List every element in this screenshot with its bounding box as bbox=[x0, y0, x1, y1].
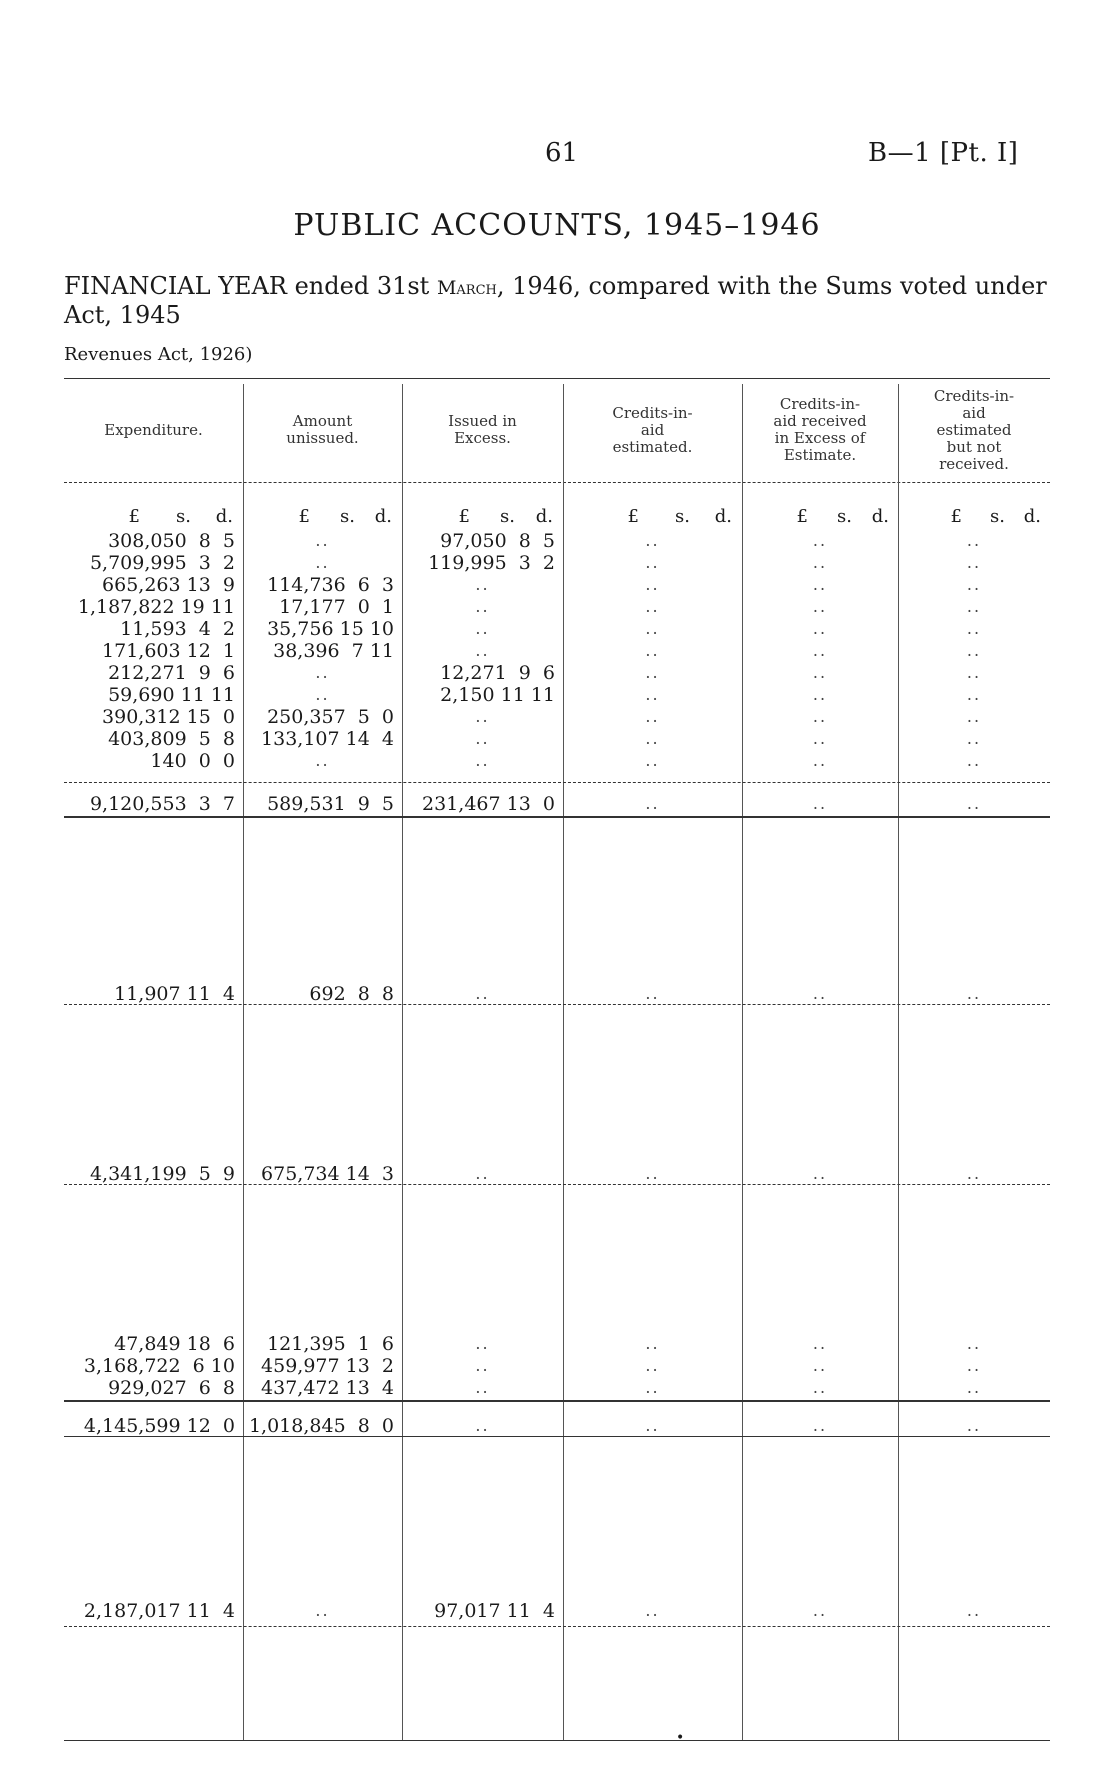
empty-cell: .. bbox=[645, 794, 660, 813]
empty-cell: .. bbox=[645, 575, 660, 594]
rule-line bbox=[64, 816, 1050, 818]
empty-cell: .. bbox=[475, 984, 490, 1003]
column-heading-text: Issued in Excess. bbox=[448, 412, 517, 447]
amount: 47,849 18 6 bbox=[114, 1333, 235, 1355]
total-amount: 4,145,599 12 0 bbox=[83, 1415, 235, 1437]
subtitle-part: , 1946, compared with the Sums voted under bbox=[496, 272, 1047, 300]
column-heading-text: Credits-in-aid estimated. bbox=[612, 403, 693, 456]
empty-cell: .. bbox=[315, 751, 330, 770]
empty-cell: .. bbox=[966, 1334, 982, 1353]
empty-cell: .. bbox=[812, 1601, 828, 1620]
column-divider bbox=[243, 384, 244, 1740]
empty-cell: .. bbox=[966, 641, 982, 660]
amount: 59,690 11 11 bbox=[108, 684, 235, 706]
currency-units bbox=[64, 506, 235, 527]
empty-cell: .. bbox=[475, 1334, 490, 1353]
total-amount: 9,120,553 3 7 bbox=[89, 793, 235, 815]
empty-cell: .. bbox=[475, 729, 490, 748]
total-amount: 231,467 13 0 bbox=[422, 793, 555, 815]
empty-cell: .. bbox=[315, 685, 330, 704]
total-amount: 692 8 8 bbox=[309, 983, 394, 1005]
column-heading bbox=[742, 380, 898, 480]
empty-cell: .. bbox=[966, 1378, 982, 1397]
empty-cell: .. bbox=[812, 1164, 828, 1183]
empty-cell: .. bbox=[812, 553, 828, 572]
empty-cell: .. bbox=[475, 751, 490, 770]
empty-cell: .. bbox=[645, 685, 660, 704]
empty-cell: .. bbox=[812, 729, 828, 748]
unit-shilling: s. bbox=[990, 506, 1005, 527]
subtitle-act: Act, 1945 bbox=[64, 301, 181, 329]
empty-cell: .. bbox=[812, 1416, 828, 1435]
subtitle-part: FINANCIAL YEAR ended 31st bbox=[64, 272, 437, 300]
empty-cell: .. bbox=[812, 984, 828, 1003]
unit-penny: d. bbox=[215, 506, 233, 527]
amount: 140 0 0 bbox=[150, 750, 235, 772]
unit-penny: d. bbox=[871, 506, 889, 527]
amount: 437,472 13 4 bbox=[261, 1377, 394, 1399]
empty-cell: .. bbox=[966, 685, 982, 704]
unit-pound: £ bbox=[627, 506, 639, 527]
empty-cell: .. bbox=[966, 663, 982, 682]
unit-penny: d. bbox=[714, 506, 732, 527]
empty-cell: .. bbox=[966, 1601, 982, 1620]
subtitle-month: March bbox=[436, 277, 497, 299]
total-amount: 11,907 11 4 bbox=[114, 983, 235, 1005]
column-heading bbox=[243, 380, 402, 480]
empty-cell: .. bbox=[966, 794, 982, 813]
empty-cell: .. bbox=[812, 794, 828, 813]
empty-cell: .. bbox=[966, 597, 982, 616]
empty-cell: .. bbox=[475, 1356, 490, 1375]
empty-cell: .. bbox=[812, 1334, 828, 1353]
total-amount: 4,341,199 5 9 bbox=[89, 1163, 235, 1185]
empty-cell: .. bbox=[812, 575, 828, 594]
total-amount: 589,531 9 5 bbox=[267, 793, 394, 815]
empty-cell: .. bbox=[475, 575, 490, 594]
amount: 97,050 8 5 bbox=[440, 530, 555, 552]
empty-cell: .. bbox=[812, 619, 828, 638]
empty-cell: .. bbox=[475, 619, 490, 638]
empty-cell: .. bbox=[475, 707, 490, 726]
empty-cell: .. bbox=[966, 619, 982, 638]
total-amount: 1,018,845 8 0 bbox=[248, 1415, 394, 1437]
amount: 929,027 6 8 bbox=[108, 1377, 235, 1399]
document-reference: B—1 [Pt. I] bbox=[868, 138, 1019, 168]
amount: 38,396 7 11 bbox=[273, 640, 394, 662]
empty-cell: .. bbox=[812, 663, 828, 682]
unit-pound: £ bbox=[796, 506, 808, 527]
empty-cell: .. bbox=[812, 531, 828, 550]
empty-cell: .. bbox=[966, 984, 982, 1003]
empty-cell: .. bbox=[966, 553, 982, 572]
currency-units bbox=[563, 506, 734, 527]
rule-line bbox=[64, 1436, 1050, 1437]
column-heading bbox=[563, 380, 742, 480]
amount: 119,995 3 2 bbox=[428, 552, 555, 574]
empty-cell: .. bbox=[315, 553, 330, 572]
amount: 212,271 9 6 bbox=[108, 662, 235, 684]
amount: 5,709,995 3 2 bbox=[89, 552, 235, 574]
amount: 665,263 13 9 bbox=[102, 574, 235, 596]
empty-cell: .. bbox=[475, 1164, 490, 1183]
empty-cell: .. bbox=[645, 1356, 660, 1375]
rule-line bbox=[64, 1400, 1050, 1402]
empty-cell: .. bbox=[645, 984, 660, 1003]
unit-penny: d. bbox=[374, 506, 392, 527]
page-number: 61 bbox=[545, 138, 579, 168]
unit-shilling: s. bbox=[500, 506, 515, 527]
unit-penny: d. bbox=[535, 506, 553, 527]
amount: 133,107 14 4 bbox=[261, 728, 394, 750]
empty-cell: .. bbox=[812, 641, 828, 660]
column-heading-text: Credits-in-aid received in Excess of Estimate. bbox=[773, 395, 867, 464]
empty-cell: .. bbox=[812, 707, 828, 726]
rule-line bbox=[64, 1004, 1050, 1005]
currency-units bbox=[742, 506, 890, 527]
column-heading-text: Credits-in-aid estimated but not received. bbox=[933, 386, 1015, 473]
total-amount: 97,017 11 4 bbox=[434, 1600, 555, 1622]
empty-cell: .. bbox=[812, 597, 828, 616]
empty-cell: .. bbox=[966, 729, 982, 748]
empty-cell: .. bbox=[812, 751, 828, 770]
empty-cell: .. bbox=[475, 597, 490, 616]
empty-cell: .. bbox=[966, 1164, 982, 1183]
rule-line bbox=[64, 378, 1050, 379]
rule-line bbox=[64, 1184, 1050, 1185]
unit-shilling: s. bbox=[176, 506, 191, 527]
empty-cell: .. bbox=[645, 553, 660, 572]
unit-shilling: s. bbox=[837, 506, 852, 527]
unit-penny: d. bbox=[1023, 506, 1041, 527]
unit-pound: £ bbox=[128, 506, 140, 527]
total-amount: 2,187,017 11 4 bbox=[83, 1600, 235, 1622]
empty-cell: .. bbox=[645, 751, 660, 770]
empty-cell: .. bbox=[475, 1416, 490, 1435]
page-title: PUBLIC ACCOUNTS, 1945–1946 bbox=[293, 208, 821, 243]
unit-shilling: s. bbox=[340, 506, 355, 527]
amount: 403,809 5 8 bbox=[108, 728, 235, 750]
unit-pound: £ bbox=[298, 506, 310, 527]
empty-cell: .. bbox=[966, 751, 982, 770]
unit-shilling: s. bbox=[675, 506, 690, 527]
empty-cell: .. bbox=[315, 663, 330, 682]
column-heading-text: Amount unissued. bbox=[286, 412, 359, 447]
page-mark: • bbox=[676, 1730, 685, 1746]
amount: 114,736 6 3 bbox=[267, 574, 394, 596]
rule-line bbox=[64, 1626, 1050, 1627]
empty-cell: .. bbox=[966, 1356, 982, 1375]
amount: 250,357 5 0 bbox=[267, 706, 394, 728]
empty-cell: .. bbox=[645, 641, 660, 660]
amount: 459,977 13 2 bbox=[261, 1355, 394, 1377]
empty-cell: .. bbox=[645, 1334, 660, 1353]
column-heading bbox=[64, 380, 243, 480]
amount: 308,050 8 5 bbox=[108, 530, 235, 552]
rule-line bbox=[64, 782, 1050, 783]
rule-line bbox=[64, 482, 1050, 483]
column-heading bbox=[898, 380, 1050, 480]
empty-cell: .. bbox=[645, 1601, 660, 1620]
amount: 35,756 15 10 bbox=[267, 618, 394, 640]
empty-cell: .. bbox=[966, 1416, 982, 1435]
empty-cell: .. bbox=[645, 1164, 660, 1183]
rule-line bbox=[64, 1740, 1050, 1741]
empty-cell: .. bbox=[966, 575, 982, 594]
empty-cell: .. bbox=[966, 707, 982, 726]
amount: 3,168,722 6 10 bbox=[83, 1355, 235, 1377]
amount: 171,603 12 1 bbox=[102, 640, 235, 662]
empty-cell: .. bbox=[645, 619, 660, 638]
unit-pound: £ bbox=[950, 506, 962, 527]
empty-cell: .. bbox=[645, 707, 660, 726]
empty-cell: .. bbox=[315, 531, 330, 550]
amount: 2,150 11 11 bbox=[440, 684, 555, 706]
empty-cell: .. bbox=[645, 729, 660, 748]
empty-cell: .. bbox=[645, 531, 660, 550]
currency-units bbox=[898, 506, 1042, 527]
amount: 390,312 15 0 bbox=[102, 706, 235, 728]
empty-cell: .. bbox=[645, 597, 660, 616]
empty-cell: .. bbox=[475, 1378, 490, 1397]
currency-units bbox=[243, 506, 394, 527]
empty-cell: .. bbox=[966, 531, 982, 550]
column-heading-text: Expenditure. bbox=[104, 420, 203, 439]
empty-cell: .. bbox=[812, 685, 828, 704]
empty-cell: .. bbox=[645, 1378, 660, 1397]
total-amount: 675,734 14 3 bbox=[261, 1163, 394, 1185]
empty-cell: .. bbox=[645, 663, 660, 682]
currency-units bbox=[402, 506, 555, 527]
empty-cell: .. bbox=[645, 1416, 660, 1435]
empty-cell: .. bbox=[812, 1378, 828, 1397]
amount: 17,177 0 1 bbox=[279, 596, 394, 618]
amount: 11,593 4 2 bbox=[120, 618, 235, 640]
empty-cell: .. bbox=[812, 1356, 828, 1375]
empty-cell: .. bbox=[315, 1601, 330, 1620]
amount: 1,187,822 19 11 bbox=[77, 596, 235, 618]
amount: 12,271 9 6 bbox=[440, 662, 555, 684]
amount: 121,395 1 6 bbox=[267, 1333, 394, 1355]
column-heading bbox=[402, 380, 563, 480]
unit-pound: £ bbox=[458, 506, 470, 527]
table-subtitle bbox=[64, 273, 1054, 329]
empty-cell: .. bbox=[475, 641, 490, 660]
revenues-act-note: Revenues Act, 1926) bbox=[64, 344, 253, 365]
